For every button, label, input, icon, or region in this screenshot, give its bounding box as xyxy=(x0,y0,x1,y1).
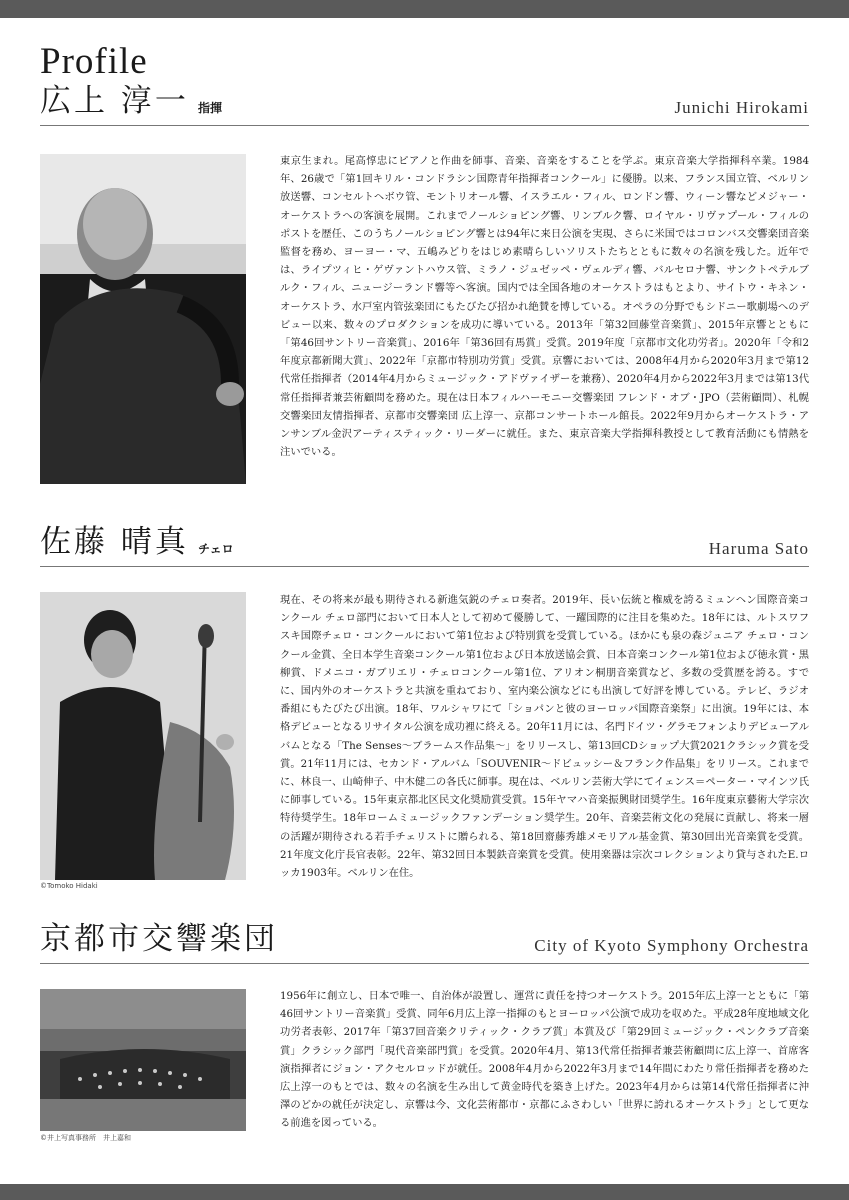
role-ja: 指揮 xyxy=(198,101,223,115)
bio-text: 東京生まれ。尾高惇忠にピアノと作曲を師事、音楽、音楽をすることを学ぶ。東京音楽大学指揮科卒業。1984年、26歳で「第1回キリル・コンドラシン国際青年指揮者コンクール」に優勝。以来、フランス国立管、ベルリン放送響、コンセルトヘボウ管、モントリオール響、イスラエル・フィル、ロンドン響、ウィーン響などメジャー・オーケストラへの客演を展開。これまでノールショピング響、リンブルク響、ロイヤル・リヴァプール・フィルのポストを歴任、このうちノールショピング響とは94年に来日公演を実現、さらに米国ではコロンバス交響楽団音楽監督を務め、ヨーヨー・マ、五嶋みどりをはじめ素晴らしいソリストたちとともに数々の名演を残した。近年では、ライプツィヒ・ゲヴァントハウス管、ミラノ・ジュゼッペ・ヴェルディ響、バルセロナ響、サンクトペテルブルク・フィル、ニュージーランド響等へ客演。国内では全国各地のオーケストラはもとより、サイトウ・キネン・オーケストラ、水戸室内管弦楽団にもたびたび招かれ絶賛を博している。オペラの分野でもシドニー歌劇場へのデビュー以来、数々のプロダクションを成功に導いている。2013年「第32回藤堂音楽賞」、2015年京響とともに「第46回サントリー音楽賞」、2016年「第36回有馬賞」受賞。2019年度「京都市文化功労者」。2020年「令和2年度京都新聞大賞」、2022年「京都市特別功労賞」受賞。京響においては、2008年4月から2020年3月まで第12代常任指揮者（2014年4月からミュージック・アドヴァイザーを兼務）、2020年4月から2022年3月までは第13代常任指揮者兼芸術顧問を務めた。現在は日本フィルハーモニー交響楽団 フレンド・オブ・JPO（芸術顧問）、札幌交響楽団友情指揮者、京都市交響楽団 広上淳一、京都コンサートホール館長。2022年9月からオーケストラ・アンサンブル金沢アーティスティック・リーダーに就任。また、東京音楽大学指揮科教授として教育活動にも情熱を注いでいる。 xyxy=(280,155,809,459)
name-ja: 京都市交響楽団 xyxy=(40,921,278,957)
name-en: Junichi Hirokami xyxy=(674,98,809,117)
divider xyxy=(40,963,809,964)
section-header-sato xyxy=(40,523,809,567)
section-header-hirokami xyxy=(40,82,809,126)
photo-credit: ©井上写真事務所 井上嘉和 xyxy=(40,1134,131,1142)
divider xyxy=(40,566,809,567)
section-header-orchestra xyxy=(40,920,809,964)
name-en: Haruma Sato xyxy=(708,539,809,558)
bottom-band xyxy=(0,1184,849,1200)
name-ja: 広上 淳一 xyxy=(40,83,189,119)
orchestra-photo xyxy=(40,989,246,1131)
name-ja: 佐藤 晴真 xyxy=(40,524,189,560)
page-title: Profile xyxy=(40,41,148,82)
divider xyxy=(40,125,809,126)
bio-text: 現在、その将来が最も期待される新進気鋭のチェロ奏者。2019年、長い伝統と権威を誇るミュンヘン国際音楽コンクール チェロ部門において日本人として初めて優勝して、一躍国際的に注目を集めた。18年には、ルトスワフスキ国際チェロ・コンクールにおいて第1位および特別賞を受賞している。ほかにも泉の森ジュニア チェロ・コンクール金賞、全日本学生音楽コンクール第1位および日本放送協会賞、日本音楽コンクール第1位および徳永賞・黒柳賞、ドメニコ・ガブリエリ・チェロコンクール第1位、アリオン桐朋音楽賞など、多数の受賞歴を誇る。すでに、国内外のオーケストラと共演を重ねており、室内楽公演などにも出演して好評を博している。テレビ、ラジオ番組にもたびたび出演。18年、ワルシャワにて「ショパンと彼のヨーロッパ国際音楽祭」に出演。19年には、本格デビューとなるリサイタル公演を成功裡に終える。20年11月には、名門ドイツ・グラモフォンよりデビューアルバムとなる「The Senses〜ブラームス作品集〜」をリリースし、第13回CDショップ大賞2021クラシック賞を受賞。21年11月には、セカンド・アルバム「SOUVENIR〜ドビュッシー＆フランク作品集」をリリース。これまでに、林良一、山崎伸子、中木健二の各氏に師事。現在は、ベルリン芸術大学にてイェンス＝ペーター・マインツ氏に師事している。15年東京都北区民文化奨励賞受賞。15年ヤマハ音楽振興財団奨学生。16年度東京藝術大学宗次特待奨学生。18年ロームミュージックファンデーション奨学生。20年、音楽芸術文化の発展に貢献し、将来一層の活躍が期待される若手チェリストに贈られる、第18回齋藤秀雄メモリアル基金賞、第30回出光音楽賞を受賞。21年度文化庁長官表彰。22年、第32回日本製鉄音楽賞を受賞。使用楽器は宗次コレクションより貸与されたE.ロッカ1903年。ベルリン在住。 xyxy=(280,594,809,880)
photo-credit: ©Tomoko Hidaki xyxy=(40,882,98,890)
bio-text: 1956年に創立し、日本で唯一、自治体が設置し、運営に責任を持つオーケストラ。2015年広上淳一とともに「第46回サントリー音楽賞」受賞、同年6月広上淳一指揮のもとヨーロッパ公演で成功を収めた。平成28年度地域文化功労者表彰、2017年「第37回音楽クリティック・クラブ賞」本賞及び「第29回ミュージック・ペンクラブ音楽賞」クラシック部門「現代音楽部門賞」を受賞。2020年4月、第13代常任指揮者兼芸術顧問に広上淳一、首席客演指揮者にジョン・アクセルロッドが就任。2008年4月から2022年3月まで14年間にわたり常任指揮者を務めた広上淳一のもとでは、数々の名演を生み出して黄金時代を築き上げた。2023年4月からは第14代常任指揮者に沖澤のどかの就任が決定し、京響は今、文化芸術都市・京都にふさわしい「世界に誇れるオーケストラ」として更なる前進を図っている。 xyxy=(280,990,809,1130)
name-en: City of Kyoto Symphony Orchestra xyxy=(534,936,809,955)
role-ja: チェロ xyxy=(198,542,234,556)
cellist-photo xyxy=(40,592,246,880)
top-band xyxy=(0,0,849,18)
conductor-photo xyxy=(40,154,246,484)
